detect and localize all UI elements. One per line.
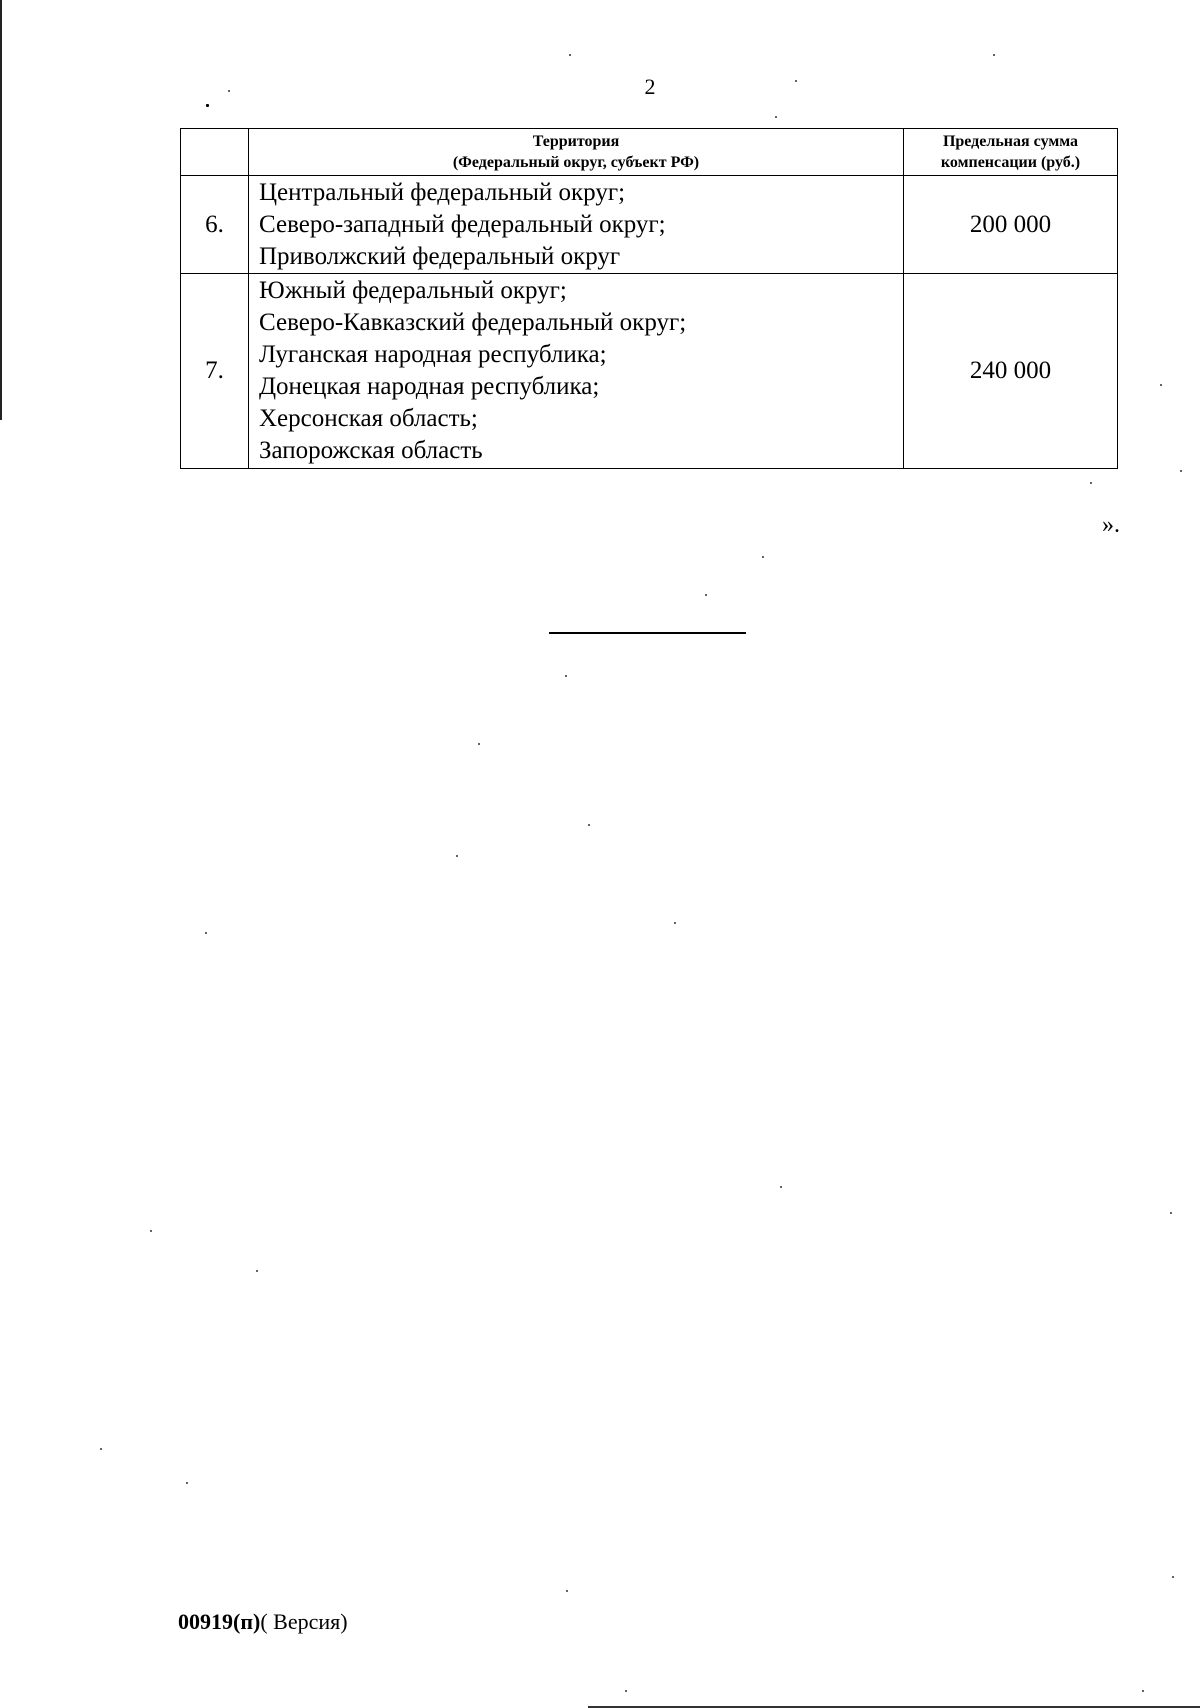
- scan-speck: [993, 54, 995, 56]
- territory-line: Южный федеральный округ;: [259, 277, 567, 304]
- territory-line: Северо-Кавказский федеральный округ;: [259, 309, 687, 336]
- scan-speck: [1160, 384, 1162, 386]
- page-number: 2: [644, 74, 656, 99]
- territory-line: Донецкая народная республика;: [259, 373, 600, 400]
- document-code: 00919(п): [178, 1609, 261, 1634]
- scan-speck: [228, 90, 230, 92]
- document-version: ( Версия): [260, 1609, 348, 1634]
- scan-speck: [256, 1270, 258, 1272]
- scan-speck: [1172, 1576, 1174, 1578]
- scan-speck: [206, 104, 209, 107]
- scan-speck: [478, 743, 480, 745]
- scan-speck: [795, 80, 797, 82]
- header-amount: [904, 129, 1118, 176]
- scan-speck: [588, 824, 590, 826]
- row-amount: 200 000: [904, 176, 1118, 274]
- scan-speck: [565, 675, 567, 677]
- scan-left-edge: [0, 0, 2, 420]
- territory-line: Центральный федеральный округ;: [259, 178, 626, 206]
- scan-speck: [705, 594, 707, 596]
- header-amount-line1: Предельная сумма: [942, 133, 1079, 150]
- scan-speck: [186, 1482, 188, 1484]
- scan-speck: [1090, 482, 1092, 484]
- scan-speck: [1142, 1690, 1144, 1692]
- territory-line: Приволжский федеральный округ: [259, 242, 621, 270]
- header-amount-line2: компенсации (руб.): [940, 154, 1081, 171]
- scan-speck: [100, 1448, 102, 1450]
- territory-line: Северо-западный федеральный округ;: [259, 210, 666, 238]
- scan-speck: [625, 1690, 627, 1692]
- scan-speck: [775, 116, 777, 118]
- header-number: [181, 129, 249, 176]
- header-territory-line1: Территория: [532, 133, 620, 150]
- header-territory: [249, 129, 904, 176]
- scan-speck: [762, 556, 764, 558]
- closing-quote: ».: [1102, 512, 1120, 538]
- row-number: 7.: [181, 274, 249, 469]
- row-amount: 240 000: [904, 274, 1118, 469]
- territory-line: Херсонская область;: [259, 405, 478, 432]
- header-territory-line2: (Федеральный округ, субъект РФ): [452, 154, 700, 171]
- scan-speck: [456, 855, 458, 857]
- row-territories: [249, 176, 904, 274]
- scan-speck: [205, 932, 207, 934]
- row-territories: [249, 274, 904, 469]
- table-header-row: [181, 129, 1118, 176]
- table-row: [181, 274, 1118, 469]
- scan-speck: [1170, 1212, 1172, 1214]
- scan-speck: [1180, 470, 1182, 472]
- scan-speck: [674, 922, 676, 924]
- document-version-code: [178, 1609, 348, 1635]
- table-row: [181, 176, 1118, 274]
- territory-line: Луганская народная республика;: [259, 341, 607, 368]
- scan-speck: [780, 1186, 782, 1188]
- scan-speck: [569, 54, 571, 56]
- separator-line: [549, 632, 746, 634]
- row-number: 6.: [181, 176, 249, 274]
- territory-line: Запорожская область: [259, 437, 483, 464]
- scan-speck: [150, 1230, 152, 1232]
- scan-speck: [566, 1590, 568, 1592]
- compensation-table: [180, 128, 1118, 469]
